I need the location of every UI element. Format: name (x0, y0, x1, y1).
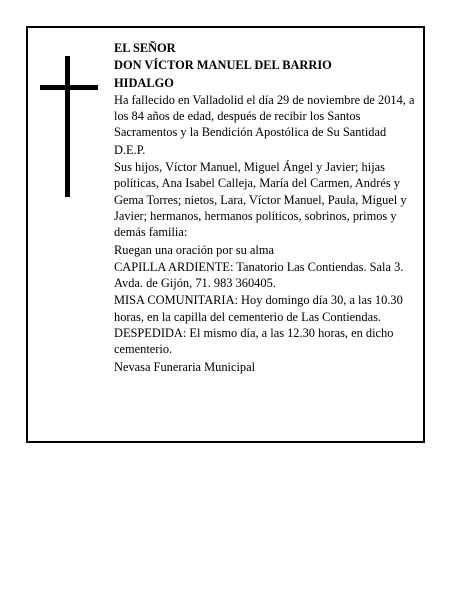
cross-icon (40, 56, 98, 197)
notice-title: EL SEÑOR (114, 41, 176, 55)
cross-vertical-bar (65, 56, 70, 197)
prayer-request: Ruegan una oración por su alma (114, 242, 274, 257)
funeral-home: Nevasa Funeraria Municipal (114, 359, 256, 374)
obituary-notice (26, 26, 425, 443)
deceased-name-line-1: DON VÍCTOR MANUEL DEL BARRIO (114, 58, 332, 73)
notice-text (114, 40, 426, 376)
rip-text: D.E.P. (114, 142, 146, 157)
family-list: Sus hijos, Víctor Manuel, Miguel Ángel y Javier; hijas políticas, Ana Isabel Calleja, María del Carmen, Andrés y Gema Torres; nietos, Lara, Víctor Manuel, Paula, Miguel y Javier; hermanos, hermanos políticos, sobrinos, primos y demás familia: (114, 160, 407, 240)
deceased-name-line-2: HIDALGO (114, 75, 174, 90)
death-announcement: Ha fallecido en Valladolid el día 29 de noviembre de 2014, a los 84 años de edad, después de recibir los Santos Sacramentos y la Bendición Apostólica de Su Santidad (114, 92, 415, 140)
chapel-details: CAPILLA ARDIENTE: Tanatorio Las Contiendas. Sala 3. Avda. de Gijón, 71. 983 360405. (114, 259, 404, 291)
cross-horizontal-bar (40, 85, 98, 90)
mass-details: MISA COMUNITARIA: Hoy domingo día 30, a las 10.30 horas, en la capilla del cementerio de Las Contiendas. DESPEDIDA: El mismo día, a las 12.30 horas, en dicho cementerio. (114, 293, 403, 357)
